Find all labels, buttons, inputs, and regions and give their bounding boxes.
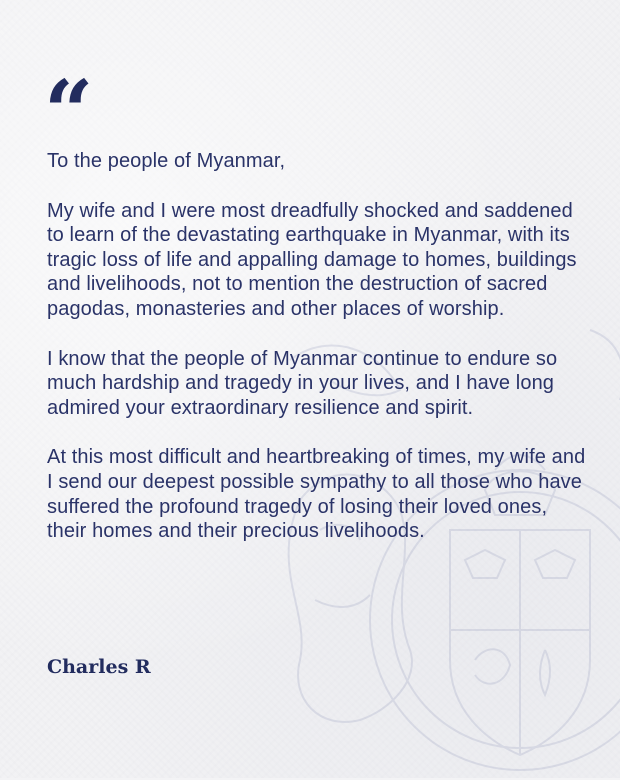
letter-body — [47, 149, 587, 569]
letter-signature: Charles R — [47, 656, 151, 678]
letter-paragraph-2: I know that the people of Myanmar continue to endure so much hardship and tragedy in your lives, and I have long admired your extraordinary resilience and spirit. — [47, 347, 558, 419]
letter-paragraph-1: My wife and I were most dreadfully shocked and saddened to learn of the devastating earthquake in Myanmar, with its tragic loss of life and appalling damage to homes, buildings and livelihoods, not to mention the destruction of sacred pagodas, monasteries and other places of worship. — [47, 199, 577, 320]
letter-greeting: To the people of Myanmar, — [47, 150, 286, 172]
letter-paragraph-3: At this most difficult and heartbreaking of times, my wife and I send our deepest possible sympathy to all those who have suffered the profound tragedy of losing their loved ones, their homes and their precious livelihoods. — [47, 446, 586, 543]
opening-quote-mark: “ — [44, 62, 94, 163]
